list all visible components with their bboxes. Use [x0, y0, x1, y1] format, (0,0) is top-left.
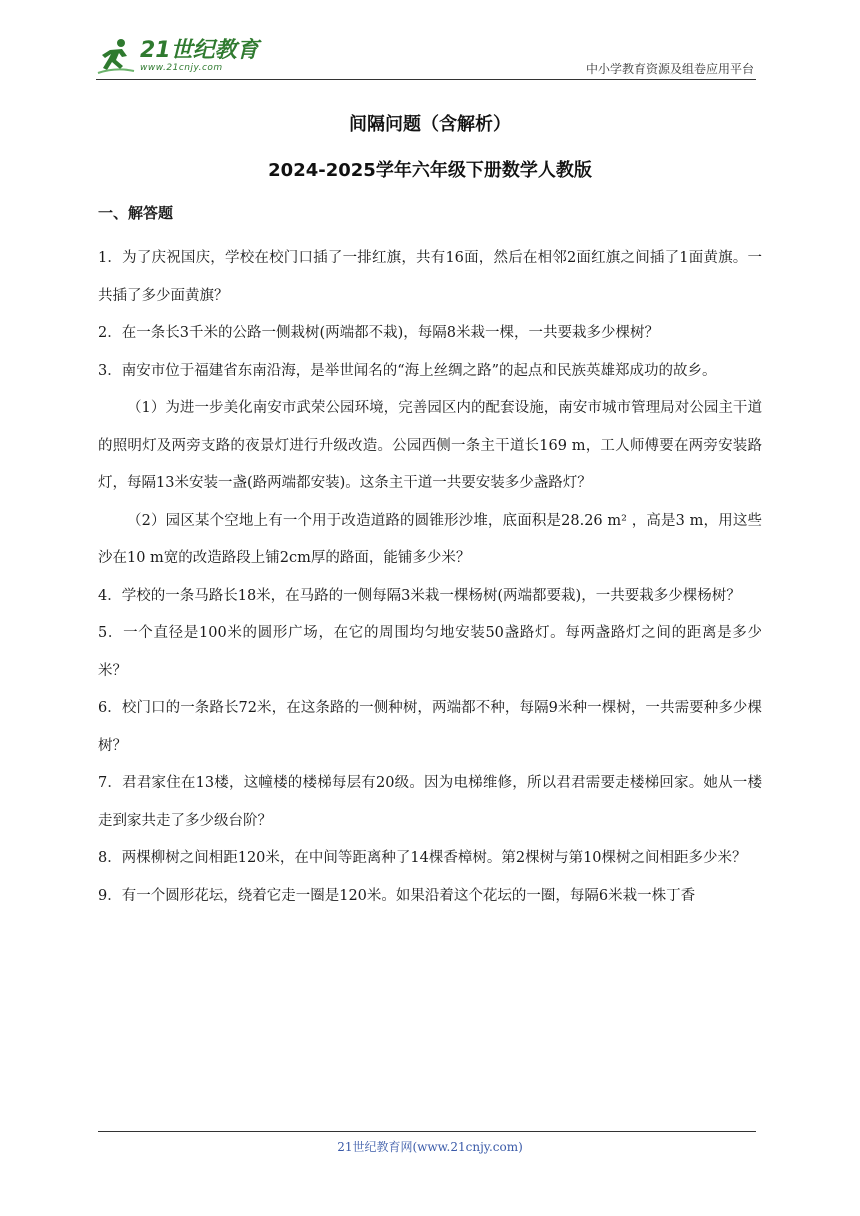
question-5: 5．一个直径是100米的圆形广场，在它的周围均匀地安装50盏路灯。每两盏路灯之间的距离是多少米？ — [98, 625, 762, 679]
section-heading: 一、解答题 — [98, 204, 174, 222]
page-footer: 21世纪教育网(www.21cnjy.com) — [337, 1140, 523, 1154]
question-list — [98, 240, 762, 915]
question-3-part-2: （2）园区某个空地上有一个用于改造道路的圆锥形沙堆，底面积是28.26 m² ，高是3 m，用这些沙在10 m宽的改造路段上铺2cm厚的路面，能铺多少米？ — [98, 512, 762, 566]
question-4: 4．学校的一条马路长18米，在马路的一侧每隔3米栽一棵杨树(两端都要栽)，一共要栽多少棵杨树？ — [98, 587, 741, 604]
document-title: 间隔问题（含解析） — [349, 114, 511, 135]
question-3: 3．南安市位于福建省东南沿海，是举世闻名的“海上丝绸之路”的起点和民族英雄郑成功的故乡。 — [98, 362, 717, 379]
site-logo — [96, 34, 259, 78]
question-9: 9．有一个圆形花坛，绕着它走一圈是120米。如果沿着这个花坛的一圈，每隔6米栽一株丁香 — [98, 887, 696, 904]
logo-wordmark — [140, 37, 259, 73]
header-tagline: 中小学教育资源及组卷应用平台 — [585, 62, 754, 76]
logo-url: www.21cnjy.com — [140, 62, 223, 73]
header-divider — [96, 79, 756, 80]
question-7: 7．君君家住在13楼，这幢楼的楼梯每层有20级。因为电梯维修，所以君君需要走楼梯回家。她从一楼走到家共走了多少级台阶？ — [98, 775, 762, 829]
question-8: 8．两棵柳树之间相距120米，在中间等距离种了14棵香樟树。第2棵树与第10棵树之间相距多少米？ — [98, 850, 747, 866]
page-header — [96, 34, 756, 80]
footer-divider — [98, 1131, 756, 1132]
question-6: 6．校门口的一条路长72米，在这条路的一侧种树，两端都不种，每隔9米种一棵树，一共需要种多少棵树？ — [98, 700, 762, 754]
document-subtitle: 2024-2025学年六年级下册数学人教版 — [268, 160, 592, 181]
question-2: 2．在一条长3千米的公路一侧栽树(两端都不栽)，每隔8米栽一棵，一共要栽多少棵树？ — [98, 325, 659, 341]
question-1: 1．为了庆祝国庆，学校在校门口插了一排红旗，共有16面，然后在相邻2面红旗之间插了1面黄旗。一共插了多少面黄旗？ — [98, 250, 762, 304]
runner-icon — [96, 36, 136, 76]
logo-title: 21世纪教育 — [140, 37, 259, 63]
question-3-part-1: （1）为进一步美化南安市武荣公园环境，完善园区内的配套设施，南安市城市管理局对公园主干道的照明灯及两旁支路的夜景灯进行升级改造。公园西侧一条主干道长169 m，工人师傅要在两旁安装路灯，每隔13米安装一盏(路两端都安装)。这条主干道一共要安装多少盏路灯？ — [98, 400, 762, 491]
